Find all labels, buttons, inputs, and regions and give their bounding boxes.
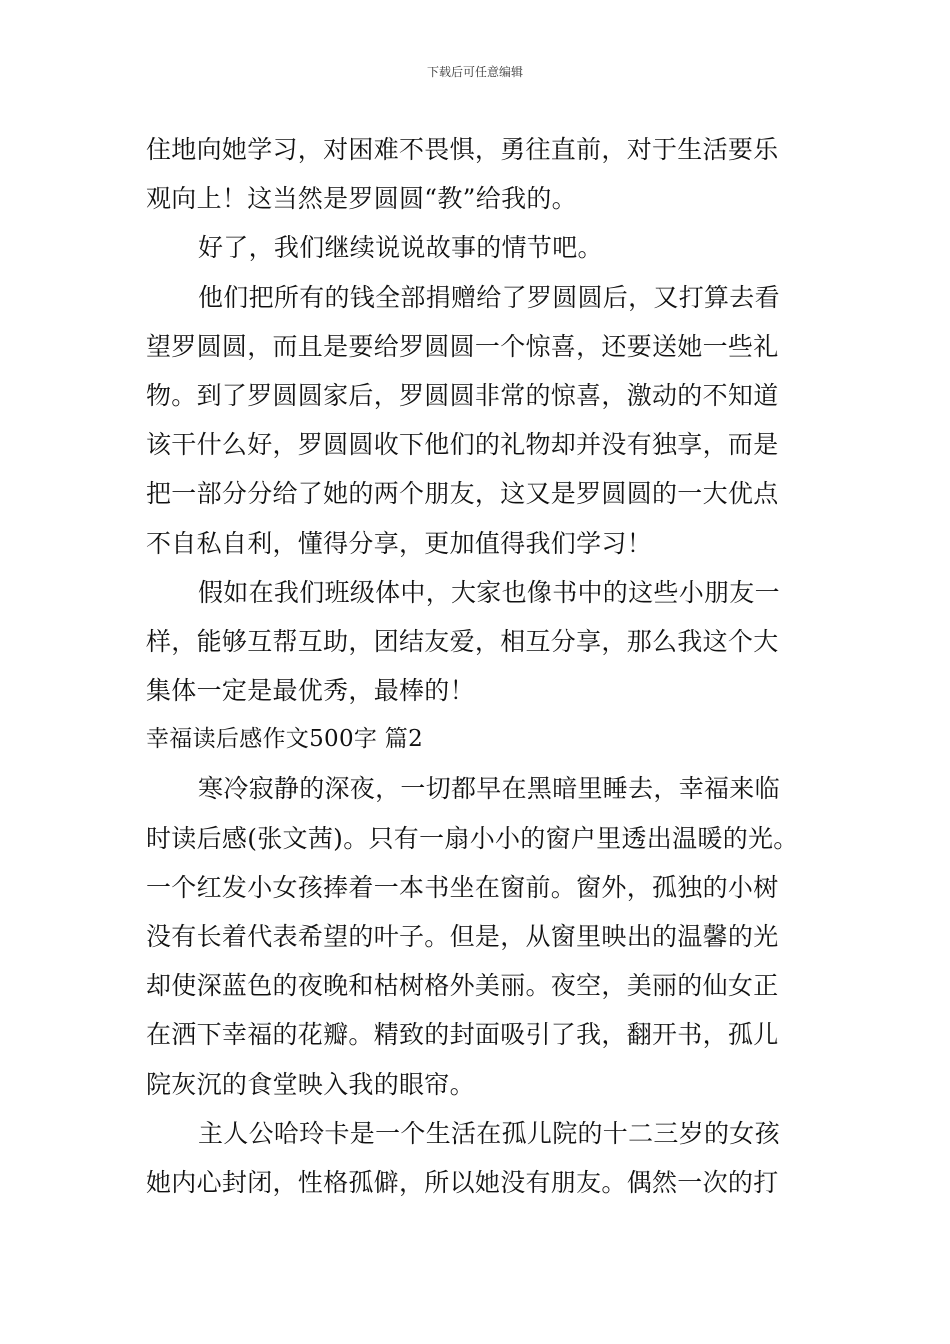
text-line: 把一部分分给了她的两个朋友，这又是罗圆圆的一大优点 [146, 479, 779, 509]
text-line: 院灰沉的食堂映入我的眼帘。 [146, 1069, 475, 1099]
text-line: 她内心封闭，性格孤僻，所以她没有朋友。偶然一次的打 [146, 1167, 779, 1197]
page-header: 下载后可任意编辑 [426, 65, 523, 79]
text-line: 一个红发小女孩捧着一本书坐在窗前。窗外，孤独的小树 [146, 872, 779, 902]
text-line: 望罗圆圆，而且是要给罗圆圆一个惊喜，还要送她一些礼 [146, 331, 779, 361]
section-heading: 幸福读后感作文500字 篇2 [146, 726, 424, 753]
text-line: 没有长着代表希望的叶子。但是，从窗里映出的温馨的光 [146, 922, 779, 951]
text-line: 观向上！这当然是罗圆圆“教”给我的。 [146, 184, 577, 214]
text-line: 样，能够互帮互助，团结友爱，相互分享，那么我这个大 [146, 626, 779, 656]
document-body [146, 125, 846, 1207]
paragraph-start: 他们把所有的钱全部捐赠给了罗圆圆后，又打算去看 [198, 282, 780, 312]
text-line: 住地向她学习，对困难不畏惧，勇往直前，对于生活要乐 [146, 135, 779, 164]
text-line: 该干什么好，罗圆圆收下他们的礼物却并没有独享，而是 [146, 430, 779, 460]
paragraph-start: 假如在我们班级体中，大家也像书中的这些小朋友一 [198, 577, 780, 607]
paragraph-start: 好了，我们继续说说故事的情节吧。 [198, 233, 603, 263]
text-line: 集体一定是最优秀，最棒的！ [146, 676, 475, 706]
text-line: 时读后感(张文茜)。只有一扇小小的窗户里透出温暖的光。 [146, 823, 799, 853]
text-line: 物。到了罗圆圆家后，罗圆圆非常的惊喜，激动的不知道 [146, 380, 779, 410]
paragraph-start: 主人公哈玲卡是一个生活在孤儿院的十二三岁的女孩 [198, 1118, 780, 1148]
text-line: 却使深蓝色的夜晚和枯树格外美丽。夜空，美丽的仙女正 [146, 971, 779, 1001]
paragraph-start: 寒冷寂静的深夜，一切都早在黑暗里睡去，幸福来临 [198, 774, 780, 804]
text-line: 不自私自利，懂得分享，更加值得我们学习！ [146, 528, 653, 558]
text-line: 在洒下幸福的花瓣。精致的封面吸引了我，翻开书，孤儿 [146, 1020, 779, 1050]
